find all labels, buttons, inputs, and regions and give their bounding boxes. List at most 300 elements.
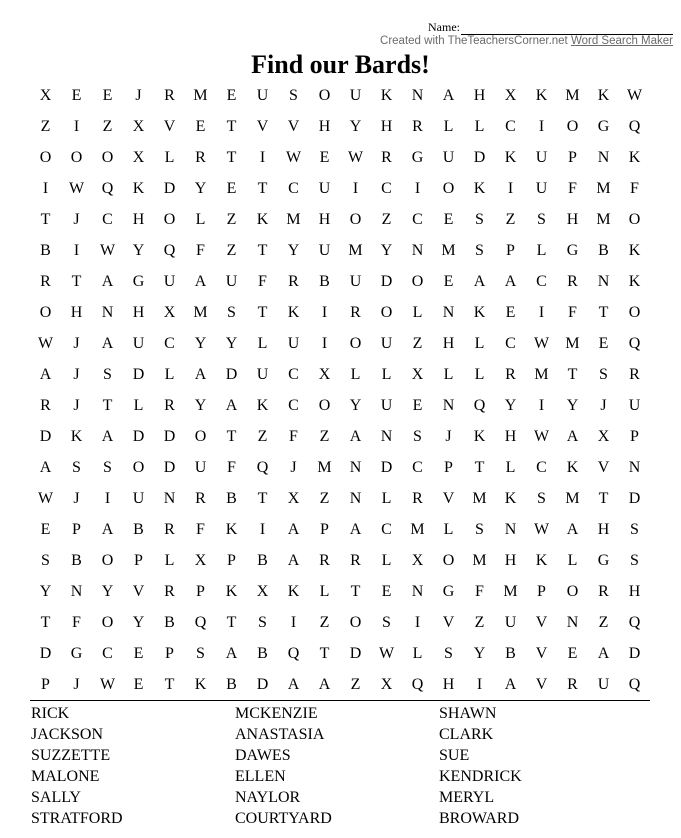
grid-letter: P (568, 149, 577, 166)
grid-letter: G (411, 149, 424, 166)
grid-letter: S (41, 552, 50, 569)
grid-letter: A (101, 273, 114, 290)
grid-letter: M (441, 242, 456, 259)
grid-letter: O (411, 273, 424, 290)
grid-letter: Q (473, 397, 486, 414)
grid-letter: E (133, 645, 144, 662)
grid-letter: R (381, 149, 392, 166)
grid-letter: N (597, 273, 610, 290)
grid-letter: Q (101, 180, 114, 197)
grid-letter: S (289, 87, 298, 104)
grid-letter: T (319, 645, 330, 662)
grid-letter: Y (473, 645, 486, 662)
grid-letter: R (412, 118, 423, 135)
grid-letter: L (257, 335, 268, 352)
grid-letter: G (132, 273, 145, 290)
grid-letter: P (227, 552, 236, 569)
grid-letter: N (163, 490, 176, 507)
grid-letter: F (258, 273, 267, 290)
grid-letter: U (132, 335, 145, 352)
grid-letter: N (442, 304, 455, 321)
grid-letter: J (290, 459, 297, 476)
grid-letter: K (473, 428, 486, 445)
grid-letter: P (196, 583, 205, 600)
word-list-row (31, 724, 651, 745)
grid-letter: P (630, 428, 639, 445)
grid-letter: M (565, 335, 580, 352)
grid-letter: X (194, 552, 207, 569)
grid-letter: E (443, 211, 454, 228)
grid-letter: C (288, 366, 299, 383)
grid-row (30, 638, 650, 669)
grid-letter: M (503, 583, 518, 600)
grid-letter: B (319, 273, 330, 290)
grid-letter: K (225, 521, 238, 538)
grid-letter: U (256, 366, 269, 383)
grid-letter: S (444, 645, 453, 662)
name-field-line (428, 20, 673, 35)
letter-grid (30, 80, 650, 700)
grid-letter: H (628, 583, 641, 600)
grid-letter: M (286, 211, 301, 228)
grid-letter: L (474, 118, 485, 135)
grid-letter: I (538, 397, 545, 414)
grid-letter: S (227, 304, 236, 321)
grid-letter: G (597, 552, 610, 569)
word-list-item: NAYLOR (235, 789, 301, 806)
grid-row (30, 80, 650, 111)
grid-letter: R (164, 521, 175, 538)
grid-letter: C (536, 273, 547, 290)
word-list-item: RICK (31, 705, 70, 722)
grid-row (30, 204, 650, 235)
grid-letter: Q (163, 242, 176, 259)
grid-letter: H (132, 304, 145, 321)
grid-letter: Q (628, 335, 641, 352)
grid-letter: Y (39, 583, 52, 600)
grid-letter: L (164, 552, 175, 569)
grid-letter: A (39, 366, 52, 383)
grid-letter: J (135, 87, 142, 104)
grid-letter: O (442, 180, 455, 197)
grid-letter: Y (349, 397, 362, 414)
grid-letter: G (597, 118, 610, 135)
grid-letter: I (104, 490, 111, 507)
grid-letter: L (443, 521, 454, 538)
grid-letter: O (628, 211, 641, 228)
grid-row (30, 266, 650, 297)
grid-letter: E (505, 304, 516, 321)
grid-letter: D (349, 645, 362, 662)
grid-letter: C (102, 645, 113, 662)
grid-letter: L (412, 304, 423, 321)
grid-row (30, 359, 650, 390)
grid-letter: H (380, 118, 393, 135)
grid-letter: T (102, 397, 113, 414)
grid-letter: X (411, 552, 424, 569)
grid-letter: P (165, 645, 174, 662)
grid-letter: X (163, 304, 176, 321)
grid-letter: K (380, 87, 393, 104)
grid-letter: C (288, 180, 299, 197)
grid-letter: K (473, 180, 486, 197)
grid-letter: E (133, 676, 144, 693)
grid-letter: A (39, 459, 52, 476)
grid-letter: X (256, 583, 269, 600)
grid-letter: Y (287, 242, 300, 259)
grid-letter: Z (319, 490, 330, 507)
grid-letter: S (475, 242, 484, 259)
grid-letter: H (504, 552, 517, 569)
grid-letter: L (536, 242, 547, 259)
grid-letter: Z (319, 428, 330, 445)
grid-letter: C (505, 118, 516, 135)
grid-row (30, 607, 650, 638)
grid-letter: H (597, 521, 610, 538)
grid-letter: G (566, 242, 579, 259)
grid-letter: D (256, 676, 269, 693)
grid-row (30, 328, 650, 359)
grid-letter: D (628, 490, 641, 507)
word-list-row (31, 703, 651, 724)
grid-letter: O (442, 552, 455, 569)
grid-letter: M (472, 552, 487, 569)
word-list-row (31, 745, 651, 766)
grid-letter: A (225, 397, 238, 414)
grid-letter: L (350, 366, 361, 383)
word-list-item: ANASTASIA (235, 726, 325, 743)
grid-letter: I (259, 149, 266, 166)
grid-letter: Y (101, 583, 114, 600)
grid-letter: T (226, 614, 237, 631)
grid-letter: D (132, 428, 145, 445)
grid-letter: A (473, 273, 486, 290)
grid-letter: U (318, 242, 331, 259)
grid-letter: D (473, 149, 486, 166)
grid-letter: R (598, 583, 609, 600)
grid-letter: W (533, 428, 550, 445)
grid-letter: P (41, 676, 50, 693)
grid-letter: X (39, 87, 52, 104)
grid-letter: N (349, 490, 362, 507)
grid-row (30, 514, 650, 545)
grid-letter: A (287, 521, 300, 538)
grid-letter: A (318, 676, 331, 693)
word-list-item: SUZZETTE (31, 747, 111, 764)
grid-row (30, 235, 650, 266)
grid-letter: V (442, 490, 455, 507)
grid-letter: S (258, 614, 267, 631)
word-list-item: JACKSON (31, 726, 104, 743)
grid-letter: Q (194, 614, 207, 631)
credit-line (380, 35, 673, 47)
credit-text: Created with TheTeachersCorner.net (380, 35, 571, 47)
grid-letter: X (287, 490, 300, 507)
grid-letter: F (227, 459, 236, 476)
grid-letter: W (68, 180, 85, 197)
grid-letter: B (40, 242, 51, 259)
grid-letter: Q (628, 676, 641, 693)
grid-letter: B (598, 242, 609, 259)
grid-letter: I (259, 521, 266, 538)
grid-letter: T (257, 304, 268, 321)
grid-letter: U (256, 87, 269, 104)
grid-letter: U (349, 273, 362, 290)
word-list-item: DAWES (235, 747, 291, 764)
grid-letter: K (132, 180, 145, 197)
grid-row (30, 173, 650, 204)
grid-letter: Y (132, 614, 145, 631)
grid-letter: U (194, 459, 207, 476)
grid-letter: V (132, 583, 145, 600)
grid-letter: J (445, 428, 452, 445)
grid-letter: X (504, 87, 517, 104)
grid-letter: U (380, 397, 393, 414)
grid-letter: A (225, 645, 238, 662)
grid-letter: P (134, 552, 143, 569)
grid-letter: N (442, 397, 455, 414)
grid-letter: N (70, 583, 83, 600)
grid-letter: J (73, 676, 80, 693)
grid-letter: I (290, 614, 297, 631)
word-list-item: MERYL (439, 789, 495, 806)
grid-row (30, 297, 650, 328)
grid-letter: B (164, 614, 175, 631)
divider (30, 700, 650, 701)
grid-letter: Y (225, 335, 238, 352)
grid-letter: M (472, 490, 487, 507)
grid-letter: A (442, 87, 455, 104)
word-list-item: MCKENZIE (235, 705, 318, 722)
grid-letter: P (537, 583, 546, 600)
grid-letter: M (596, 180, 611, 197)
grid-letter: A (504, 676, 517, 693)
grid-letter: Q (628, 118, 641, 135)
grid-letter: C (164, 335, 175, 352)
grid-letter: Z (474, 614, 485, 631)
grid-letter: D (39, 428, 52, 445)
word-list-item: ELLEN (235, 768, 286, 785)
grid-letter: L (164, 366, 175, 383)
grid-letter: W (378, 645, 395, 662)
grid-letter: I (321, 304, 328, 321)
grid-letter: H (318, 211, 331, 228)
grid-letter: Y (194, 397, 207, 414)
grid-letter: D (380, 459, 393, 476)
grid-letter: U (349, 87, 362, 104)
grid-letter: L (567, 552, 578, 569)
grid-letter: K (535, 552, 548, 569)
grid-row (30, 576, 650, 607)
grid-row (30, 545, 650, 576)
grid-letter: Z (381, 211, 392, 228)
grid-letter: Z (319, 614, 330, 631)
grid-letter: R (505, 366, 516, 383)
grid-letter: L (412, 645, 423, 662)
grid-letter: A (566, 521, 579, 538)
grid-letter: N (566, 614, 579, 631)
grid-letter: L (381, 552, 392, 569)
grid-letter: K (287, 583, 300, 600)
grid-letter: O (101, 552, 114, 569)
grid-letter: R (195, 490, 206, 507)
grid-letter: W (626, 87, 643, 104)
grid-letter: A (194, 366, 207, 383)
grid-letter: D (163, 428, 176, 445)
grid-letter: I (73, 118, 80, 135)
grid-row (30, 421, 650, 452)
grid-letter: W (99, 676, 116, 693)
grid-letter: R (40, 273, 51, 290)
grid-letter: K (287, 304, 300, 321)
grid-letter: E (71, 87, 82, 104)
grid-letter: R (164, 87, 175, 104)
grid-letter: B (226, 676, 237, 693)
grid-letter: R (164, 397, 175, 414)
grid-letter: N (411, 87, 424, 104)
grid-letter: E (412, 397, 423, 414)
grid-letter: K (504, 149, 517, 166)
grid-letter: U (380, 335, 393, 352)
grid-letter: T (40, 614, 51, 631)
grid-letter: O (318, 397, 331, 414)
grid-letter: F (196, 521, 205, 538)
grid-letter: P (506, 242, 515, 259)
grid-letter: Z (598, 614, 609, 631)
grid-letter: C (288, 397, 299, 414)
grid-letter: R (350, 552, 361, 569)
grid-letter: A (287, 676, 300, 693)
grid-letter: K (628, 242, 641, 259)
grid-letter: H (132, 211, 145, 228)
grid-letter: H (566, 211, 579, 228)
grid-letter: E (40, 521, 51, 538)
grid-letter: Q (287, 645, 300, 662)
grid-letter: T (226, 118, 237, 135)
grid-letter: T (350, 583, 361, 600)
grid-letter: J (600, 397, 607, 414)
grid-letter: I (352, 180, 359, 197)
grid-letter: T (40, 211, 51, 228)
grid-letter: L (505, 459, 516, 476)
grid-letter: X (132, 149, 145, 166)
grid-letter: C (536, 459, 547, 476)
grid-letter: N (504, 521, 517, 538)
grid-letter: O (101, 149, 114, 166)
word-search-maker-link[interactable]: Word Search Maker (570, 35, 673, 47)
grid-letter: N (349, 459, 362, 476)
grid-letter: Y (349, 118, 362, 135)
grid-letter: X (318, 366, 331, 383)
grid-letter: V (535, 645, 548, 662)
grid-letter: P (72, 521, 81, 538)
grid-letter: I (507, 180, 514, 197)
grid-letter: S (103, 366, 112, 383)
grid-letter: F (475, 583, 484, 600)
grid-letter: F (568, 304, 577, 321)
grid-letter: S (475, 211, 484, 228)
grid-letter: T (226, 428, 237, 445)
grid-letter: A (349, 428, 362, 445)
grid-letter: R (195, 149, 206, 166)
grid-letter: C (412, 459, 423, 476)
grid-letter: A (597, 645, 610, 662)
grid-letter: J (73, 366, 80, 383)
grid-letter: A (194, 273, 207, 290)
word-list-item: SALLY (31, 789, 81, 806)
grid-letter: A (101, 428, 114, 445)
name-label: Name: (428, 20, 460, 34)
grid-letter: N (597, 149, 610, 166)
grid-letter: W (285, 149, 302, 166)
grid-letter: Z (226, 242, 237, 259)
grid-letter: G (70, 645, 83, 662)
grid-letter: D (132, 366, 145, 383)
grid-letter: L (474, 335, 485, 352)
grid-letter: J (73, 397, 80, 414)
word-list-item: MALONE (31, 768, 100, 785)
grid-letter: K (194, 676, 207, 693)
grid-letter: R (567, 676, 578, 693)
word-list-item: STRATFORD (31, 810, 123, 827)
grid-letter: S (537, 490, 546, 507)
grid-letter: B (133, 521, 144, 538)
grid-letter: U (535, 180, 548, 197)
grid-letter: S (537, 211, 546, 228)
grid-letter: S (103, 459, 112, 476)
grid-letter: O (628, 304, 641, 321)
grid-letter: A (287, 552, 300, 569)
grid-letter: E (567, 645, 578, 662)
grid-letter: W (37, 335, 54, 352)
word-list-row (31, 787, 651, 808)
grid-letter: L (195, 211, 206, 228)
grid-letter: L (443, 366, 454, 383)
grid-letter: O (70, 149, 83, 166)
grid-letter: W (99, 242, 116, 259)
grid-letter: K (597, 87, 610, 104)
grid-letter: D (628, 645, 641, 662)
grid-letter: K (256, 211, 269, 228)
grid-letter: X (380, 676, 393, 693)
grid-letter: S (630, 521, 639, 538)
grid-letter: F (568, 180, 577, 197)
grid-letter: U (535, 149, 548, 166)
grid-letter: O (101, 614, 114, 631)
grid-letter: F (72, 614, 81, 631)
grid-letter: I (414, 180, 421, 197)
grid-letter: Z (257, 428, 268, 445)
grid-letter: D (225, 366, 238, 383)
grid-letter: U (163, 273, 176, 290)
grid-letter: U (597, 676, 610, 693)
grid-letter: I (42, 180, 49, 197)
grid-letter: E (226, 180, 237, 197)
grid-letter: O (349, 211, 362, 228)
word-list-item: BROWARD (439, 810, 520, 827)
grid-letter: E (319, 149, 330, 166)
grid-letter: U (504, 614, 517, 631)
grid-letter: Y (194, 180, 207, 197)
grid-letter: D (163, 459, 176, 476)
grid-letter: E (102, 87, 113, 104)
grid-letter: R (40, 397, 51, 414)
grid-letter: N (380, 428, 393, 445)
grid-letter: C (505, 335, 516, 352)
grid-letter: V (287, 118, 300, 135)
grid-letter: L (133, 397, 144, 414)
grid-letter: M (193, 304, 208, 321)
